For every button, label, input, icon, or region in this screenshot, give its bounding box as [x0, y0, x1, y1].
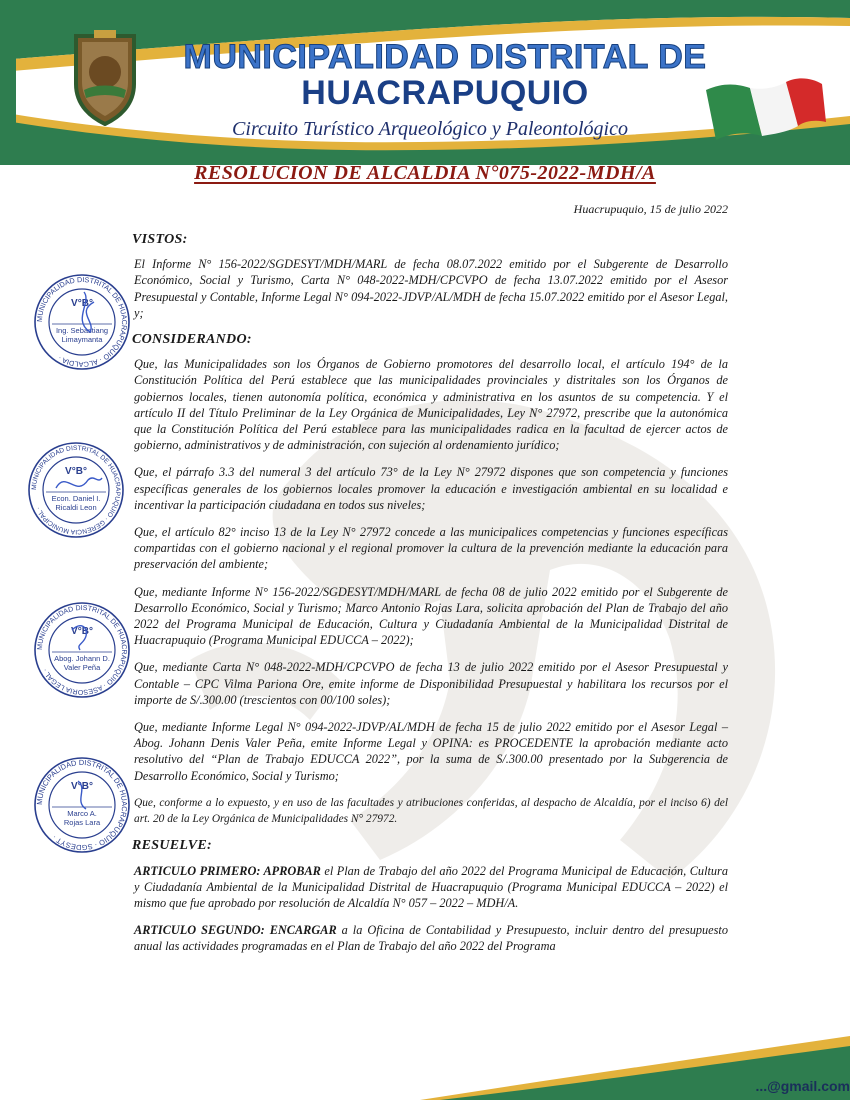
stamp-ring-text: MUNICIPALIDAD DISTRITAL DE HUACRAPUQUIO · GERENCIA MUNICIPAL ·	[30, 444, 122, 536]
resolution-title: RESOLUCION DE ALCALDIA N°075-2022-MDH/A	[194, 162, 656, 184]
stamp-vb: V°B°	[71, 298, 93, 309]
article-second-label: ARTICULO SEGUNDO: ENCARGAR	[134, 923, 337, 938]
stamp-ring-text: MUNICIPALIDAD DISTRITAL DE HUACRAPUQUIO · ASESORIA LEGAL ·	[36, 604, 128, 696]
signature-icon	[56, 478, 102, 488]
title-line-2: HUACRAPUQUIO	[301, 74, 589, 112]
approval-stamp	[32, 600, 132, 700]
considerando-paragraph: Que, el artículo 82° inciso 13 de la Ley N° 27972 concede a las municipalices competencias y funciones específicas compartidas con el gobierno nacional y el regional promover la cultura de la prevención mediante la educación para preservación del ambiente;	[134, 525, 728, 572]
footer-email: ...@gmail.com	[755, 1078, 850, 1094]
considerando-paragraph: Que, el párrafo 3.3 del numeral 3 del artículo 73° de la Ley N° 27972 dispones que son competencia y funciones específicas generales de los gobiernos locales promover la educación e investigación ambiental en su localidad e incentivar la participación ciudadana en todos sus niveles;	[134, 465, 728, 512]
stamp-name-2: Rojas Lara	[63, 818, 101, 827]
considerando-paragraph: Que, mediante Informe Legal N° 094-2022-JDVP/AL/MDH de fecha 15 de julio 2022 emitido por el Asesor Legal – Abog. Johann Denis Valer Peña, emite Informe Legal y OPINA: es PROCEDENTE la aprobación mediante acto resolutivo del “Plan de Trabajo EDUCCA 2022”, por la suma de S/.300.00 presentado por la Subgerencia de Desarrollo Económico, Social y Turismo;	[134, 720, 728, 783]
vistos-paragraph: El Informe N° 156-2022/SGDESYT/MDH/MARL de fecha 08.07.2022 emitido por el Subgerente de Desarrollo Económico, Social y Turismo, Carta N° 048-2022-MDH/CPCVPO de fecha 13.07.2022 emitido por el Asesor Presupuestal y Contable, Informe Legal N° 094-2022-JDVP/AL/MDH de fecha 15.07.2022 emitido por el Asesor Legal, y;	[134, 257, 728, 320]
stamp-name-2: Valer Peña	[63, 663, 101, 672]
considerando-paragraph: Que, mediante Carta N° 048-2022-MDH/CPCVPO de fecha 13 de julio 2022 emitido por el Asesor Presupuestal y Contable – CPC Vilma Pariona Ore, emite informe de Disponibilidad Presupuestal y habilitara los recursos por el importe de S/.300.00 (trescientos con 00/100 soles);	[134, 660, 728, 707]
considerando-heading: CONSIDERANDO:	[132, 332, 252, 348]
stamp-vb: V°B°	[71, 781, 93, 792]
stamp-vb: V°B°	[65, 466, 87, 477]
stamp-name-1: Abog. Johann D.	[54, 654, 110, 663]
stamp-name-2: Ricaldi Leon	[55, 503, 97, 512]
stamp-name-1: Ing. Sebastiang	[55, 326, 109, 335]
stamp-name-2: Limaymanta	[61, 335, 103, 344]
document-date: Huacrupuquio, 15 de julio 2022	[573, 202, 728, 216]
title-line-1: MUNICIPALIDAD DISTRITAL DE	[183, 38, 707, 76]
stamp-ring-text: MUNICIPALIDAD DISTRITAL DE HUACRAPUQUIO · ALCALDIA ·	[34, 274, 130, 370]
stamp-vb: V°B°	[71, 626, 93, 637]
svg-text:MUNICIPALIDAD DISTRITAL DE HUA	[37, 605, 127, 695]
stamp-name-1: Marco A.	[67, 809, 97, 818]
article-first	[134, 863, 728, 912]
considerando-paragraph: Que, las Municipalidades son los Órganos de Gobierno promotores del desarrollo local, el artículo 194° de la Constitución Política del Perú establece que las municipalidades provinciales y distritales son los Órganos de gobiernos locales, tienen autonomía política, económica y administrativa en los asuntos de su competencia. Y el artículo II del Título Preliminar de la Ley Orgánica de Municipalidades, Ley N° 27972, prescribe que la autonómica que la Constitución Política del Perú establece para las municipalidades radica en la facultad de ejercer actos de gobierno, administrativos y de administración, con sujeción al ordenamiento jurídico;	[134, 357, 728, 453]
svg-text:MUNICIPALIDAD DISTRITAL DE HUA	[31, 445, 121, 535]
municipality-title	[150, 40, 740, 110]
approval-stamp	[32, 755, 132, 855]
resuelve-heading: RESUELVE:	[132, 838, 212, 854]
article-first-text: el Plan de Trabajo del año 2022 del Programa Municipal de Educación, Cultura y Ciudadanía Ambiental de la Municipalidad Distrital de Huacrapuquio (Programa Municipal EDUCCA – 2022) el mismo que fue aprobado por resolución de Alcaldía N° 057 – 2022 – MDH/A.	[134, 863, 728, 910]
considerando-paragraph: Que, conforme a lo expuesto, y en uso de las facultades y atribuciones conferidas, al despacho de Alcaldía, por el inciso 6) del art. 20 de la Ley Orgánica de Municipalidades N° 27972.	[134, 796, 728, 826]
approval-stamp	[32, 272, 132, 372]
header-band	[0, 0, 850, 165]
peru-flag-icon	[702, 76, 828, 142]
stamp-ring-text: MUNICIPALIDAD DISTRITAL DE HUACRAPUQUIO · SGDESYT ·	[34, 757, 130, 853]
stamp-name-1: Econ. Daniel I.	[51, 494, 101, 503]
document-body	[134, 230, 728, 966]
municipal-crest-icon	[66, 28, 144, 126]
article-second	[134, 922, 728, 954]
vistos-heading: VISTOS:	[132, 232, 188, 247]
approval-stamp	[26, 440, 126, 540]
header-subtitle: Circuito Turístico Arqueológico y Paleontológico	[232, 118, 628, 140]
considerando-paragraph: Que, mediante Informe N° 156-2022/SGDESYT/MDH/MARL de fecha 08 de julio 2022 emitido por el Subgerente de Desarrollo Económico, Social y Turismo; Marco Antonio Rojas Lara, solicita aprobación del Plan de Trabajo del año 2022 del Programa Municipal de Educación, Cultura y Ciudadanía Ambiental de la Municipalidad Distrital de Huacrapuquio (Programa Municipal EDUCCA – 2022);	[134, 584, 728, 648]
article-second-text: a la Oficina de Contabilidad y Presupuesto, incluir dentro del presupuesto anual las actividades programadas en el Plan de Trabajo del año 2022 del Programa	[134, 923, 728, 954]
article-first-label: ARTICULO PRIMERO: APROBAR	[134, 863, 321, 878]
